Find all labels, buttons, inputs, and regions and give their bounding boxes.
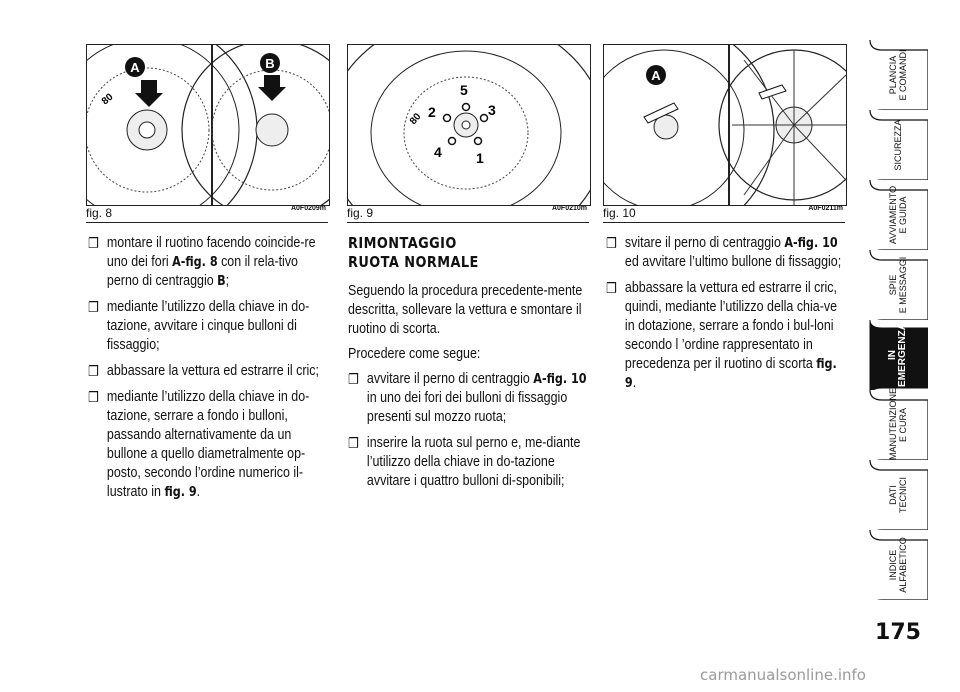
bullet-icon: ❒ bbox=[88, 235, 99, 251]
callout-b: B bbox=[265, 56, 275, 71]
column-1 bbox=[88, 234, 329, 509]
figure-8-illustration bbox=[87, 45, 329, 205]
tab-indice-alfabetico[interactable]: INDICE ALFABETICO bbox=[868, 530, 928, 600]
page-number: 175 bbox=[875, 620, 921, 645]
list-item: ❒ avvitare il perno di centraggio A-fig. 10 in uno dei fori dei bulloni di fissaggio presenti sul mozzo ruota; bbox=[348, 371, 587, 425]
bolt-5-label: 5 bbox=[460, 82, 468, 98]
figure-8 bbox=[86, 44, 330, 206]
tab-in-emergenza[interactable]: IN EMERGENZA bbox=[868, 320, 928, 390]
bolt-4-label: 4 bbox=[434, 144, 442, 160]
callout-a: A bbox=[651, 68, 661, 83]
figure-8-caption bbox=[86, 206, 328, 223]
section-heading: RIMONTAGGIO RUOTA NORMALE bbox=[348, 234, 479, 271]
bullet-icon: ❒ bbox=[88, 299, 99, 315]
callout-80: 80 bbox=[407, 111, 424, 127]
watermark: carmanualsonline.info bbox=[700, 666, 866, 684]
list-item: ❒ abbassare la vettura ed estrarre il cric, quindi, mediante l’utilizzo della chia-ve in dotazione, serrare a fondo i bul-loni secondo l ’ordine rappresentato in precedenza per il ruotino di scorta fig. 9. bbox=[606, 280, 838, 391]
bullet-icon: ❒ bbox=[348, 435, 359, 451]
tab-plancia-e-comandi[interactable]: PLANCIA E COMANDI bbox=[868, 40, 928, 110]
figure-10-code: A0F0211m bbox=[808, 205, 843, 212]
callout-a: A bbox=[130, 60, 140, 75]
figure-9-illustration bbox=[348, 45, 590, 205]
figure-9-caption bbox=[347, 206, 589, 223]
figure-10-caption bbox=[603, 206, 845, 223]
bullet-icon: ❒ bbox=[606, 280, 617, 296]
bolt-2-label: 2 bbox=[428, 104, 436, 120]
bolt-1-label: 1 bbox=[476, 150, 484, 166]
list-item: ❒ svitare il perno di centraggio A-fig. 10 ed avvitare l’ultimo bullone di fissaggio; bbox=[606, 235, 842, 270]
tab-dati-tecnici[interactable]: DATI TECNICI bbox=[868, 460, 928, 530]
bullet-icon: ❒ bbox=[88, 389, 99, 405]
figure-9-code: A0F0210m bbox=[551, 205, 587, 212]
list-item: ❒ abbassare la vettura ed estrarre il cric; bbox=[88, 363, 320, 379]
paragraph: Procedere come segue: bbox=[348, 346, 481, 362]
figure-8-code: A0F0209m bbox=[290, 205, 326, 212]
callout-80: 80 bbox=[99, 91, 116, 108]
tab-sicurezza[interactable]: SICUREZZA bbox=[868, 110, 928, 180]
figure-9-label: fig. 9 bbox=[347, 206, 374, 220]
list-item: ❒ mediante l’utilizzo della chiave in do-tazione, avvitare i cinque bulloni di fissaggio; bbox=[88, 299, 310, 353]
chapter-tabs bbox=[868, 18, 928, 618]
figure-10-illustration bbox=[604, 45, 846, 205]
tab-spie-e-messaggi[interactable]: SPIE E MESSAGGI bbox=[868, 250, 928, 320]
tab-avviamento-e-guida[interactable]: AVVIAMENTO E GUIDA bbox=[868, 180, 928, 250]
list-item: ❒ inserire la ruota sul perno e, me-diante l’utilizzo della chiave in do-tazione avvitare i quattro bulloni di-sponibili; bbox=[348, 435, 581, 489]
figure-10-label: fig. 10 bbox=[603, 206, 636, 220]
column-3 bbox=[606, 234, 847, 400]
figure-8-label: fig. 8 bbox=[86, 206, 113, 220]
column-2 bbox=[348, 234, 589, 498]
figure-9 bbox=[347, 44, 591, 206]
bullet-icon: ❒ bbox=[348, 371, 359, 387]
bullet-icon: ❒ bbox=[606, 235, 617, 251]
paragraph: Seguendo la procedura precedente-mente descritta, sollevare la vettura e smontare il ruotino di scorta. bbox=[348, 283, 583, 337]
bullet-icon: ❒ bbox=[88, 363, 99, 379]
tab-manutenzione-e-cura[interactable]: MANUTENZIONE E CURA bbox=[868, 390, 928, 460]
bolt-3-label: 3 bbox=[488, 102, 496, 118]
list-item: ❒ montare il ruotino facendo coincide-re uno dei fori A-fig. 8 con il rela-tivo perno di centraggio B; bbox=[88, 235, 316, 289]
figure-10 bbox=[603, 44, 847, 206]
list-item: ❒ mediante l’utilizzo della chiave in do-tazione, serrare a fondo i bulloni, passando alternativamente da un bullone a quello diametralmente op-posto, secondo l’ordine numerico il-lustrato in fig. 9. bbox=[88, 389, 310, 500]
